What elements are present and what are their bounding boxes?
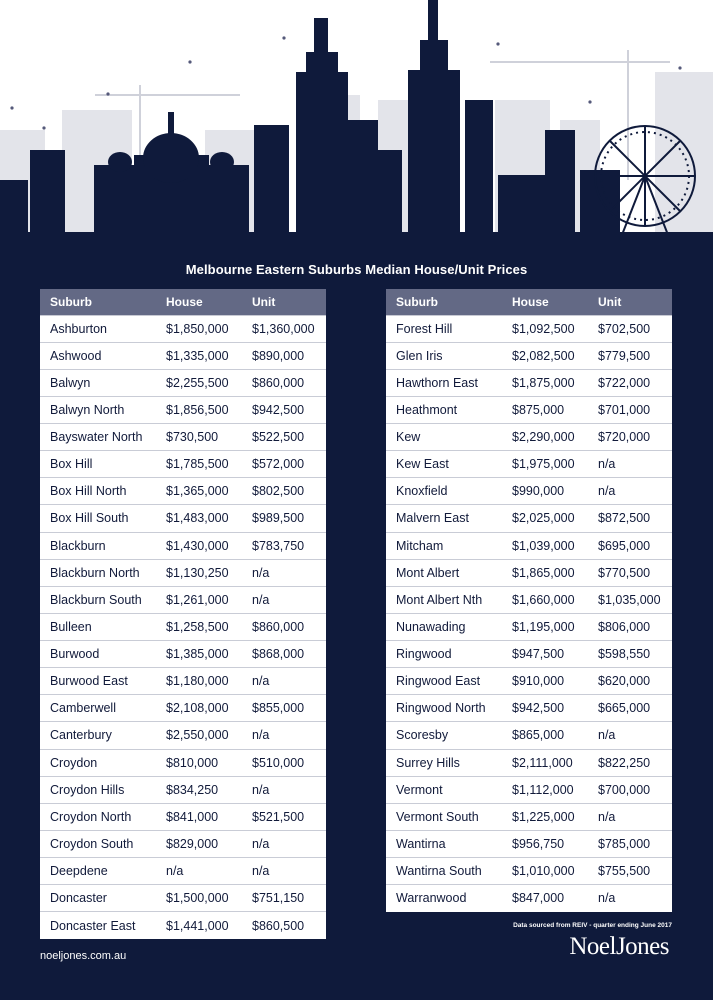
column-header-unit: Unit	[588, 289, 672, 315]
table-row	[40, 424, 326, 451]
table-row	[386, 668, 672, 695]
cell-house: $1,365,000	[156, 478, 242, 505]
table-body-right	[386, 315, 672, 912]
table-row	[40, 613, 326, 640]
cell-house: $2,111,000	[502, 749, 588, 776]
cell-house: $2,025,000	[502, 505, 588, 532]
cell-house: $2,082,500	[502, 342, 588, 369]
cell-house: $1,500,000	[156, 885, 242, 912]
cell-suburb: Canterbury	[40, 722, 156, 749]
cell-unit: $522,500	[242, 424, 326, 451]
cell-house: $1,430,000	[156, 532, 242, 559]
cell-house: $2,108,000	[156, 695, 242, 722]
cell-unit: $806,000	[588, 613, 672, 640]
table-row	[386, 315, 672, 342]
cell-house: $1,865,000	[502, 559, 588, 586]
cell-suburb: Forest Hill	[386, 315, 502, 342]
table-row	[40, 803, 326, 830]
cell-house: $1,112,000	[502, 776, 588, 803]
cell-house: $1,335,000	[156, 342, 242, 369]
cell-unit: n/a	[598, 891, 616, 906]
table-row	[40, 451, 326, 478]
table-row	[40, 776, 326, 803]
table-row	[386, 858, 672, 885]
cell-house: $1,092,500	[502, 315, 588, 342]
cell-unit: $598,550	[588, 641, 672, 668]
table-row	[386, 830, 672, 857]
cell-suburb: Kew East	[386, 451, 502, 478]
cell-unit: n/a	[588, 722, 672, 749]
cell-unit: n/a	[588, 478, 672, 505]
cell-house: $947,500	[502, 641, 588, 668]
price-table-right	[386, 289, 672, 912]
cell-unit: $700,000	[588, 776, 672, 803]
cell-house: $1,850,000	[156, 315, 242, 342]
table-row	[40, 396, 326, 423]
cell-suburb: Bayswater North	[40, 424, 156, 451]
cell-unit: $751,150	[242, 885, 326, 912]
cell-unit: $785,000	[588, 830, 672, 857]
cell-unit: $770,500	[588, 559, 672, 586]
cell-house: $1,483,000	[156, 505, 242, 532]
cell-suburb: Warranwood	[396, 891, 467, 906]
cell-house: $810,000	[156, 749, 242, 776]
cell-house: $1,856,500	[156, 396, 242, 423]
cell-house: $910,000	[502, 668, 588, 695]
table-row	[386, 424, 672, 451]
cell-suburb: Box Hill	[40, 451, 156, 478]
cell-suburb: Mont Albert	[386, 559, 502, 586]
cell-suburb: Kew	[386, 424, 502, 451]
table-row	[40, 858, 326, 885]
cell-suburb: Croydon Hills	[40, 776, 156, 803]
cell-suburb: Burwood East	[40, 668, 156, 695]
cell-house: $730,500	[156, 424, 242, 451]
cell-unit: $989,500	[242, 505, 326, 532]
table-row	[386, 369, 672, 396]
cell-unit: $855,000	[242, 695, 326, 722]
cell-suburb: Box Hill South	[40, 505, 156, 532]
cell-suburb: Mont Albert Nth	[386, 586, 502, 613]
cell-suburb: Hawthorn East	[386, 369, 502, 396]
cell-suburb: Ringwood North	[386, 695, 502, 722]
cell-unit: n/a	[242, 830, 326, 857]
table-row	[386, 695, 672, 722]
table-header-row	[386, 289, 672, 315]
cell-unit: n/a	[242, 776, 326, 803]
cell-house: $1,258,500	[156, 613, 242, 640]
cell-unit: $1,360,000	[242, 315, 326, 342]
cell-suburb: Balwyn North	[40, 396, 156, 423]
table-row	[40, 315, 326, 342]
cell-suburb: Ringwood	[386, 641, 502, 668]
cell-unit: $755,500	[588, 858, 672, 885]
column-header-suburb: Suburb	[386, 289, 502, 315]
cell-suburb: Nunawading	[386, 613, 502, 640]
cell-unit: $802,500	[242, 478, 326, 505]
cell-suburb: Bulleen	[40, 613, 156, 640]
cell-house: $1,010,000	[502, 858, 588, 885]
table-row	[386, 885, 672, 912]
table-row	[386, 451, 672, 478]
cell-unit: n/a	[588, 451, 672, 478]
column-header-suburb: Suburb	[40, 289, 156, 315]
website-link[interactable]: noeljones.com.au	[40, 950, 127, 962]
cell-suburb: Blackburn South	[40, 586, 156, 613]
cell-suburb: Balwyn	[40, 369, 156, 396]
cell-house: $1,875,000	[502, 369, 588, 396]
cell-house: $1,180,000	[156, 668, 242, 695]
cell-suburb: Knoxfield	[386, 478, 502, 505]
cell-suburb: Wantirna South	[386, 858, 502, 885]
table-row	[40, 559, 326, 586]
table-row	[40, 668, 326, 695]
cell-unit: $779,500	[588, 342, 672, 369]
table-row	[386, 803, 672, 830]
cell-unit: $942,500	[242, 396, 326, 423]
page-title: Melbourne Eastern Suburbs Median House/Unit Prices	[185, 262, 528, 277]
cell-unit: n/a	[588, 803, 672, 830]
price-table-left	[40, 289, 326, 939]
cell-house: $1,785,500	[156, 451, 242, 478]
cell-house: $2,255,500	[156, 369, 242, 396]
cell-house: $956,750	[502, 830, 588, 857]
cell-unit: $890,000	[242, 342, 326, 369]
cell-unit: $572,000	[242, 451, 326, 478]
cell-unit: $510,000	[242, 749, 326, 776]
cell-unit: $1,035,000	[588, 586, 672, 613]
table-row	[40, 722, 326, 749]
cell-house: $875,000	[502, 396, 588, 423]
table-row	[386, 586, 672, 613]
cell-house: $990,000	[502, 478, 588, 505]
city-skyline-illustration	[0, 0, 713, 253]
cell-suburb: Ashwood	[40, 342, 156, 369]
cell-house: $1,039,000	[502, 532, 588, 559]
table-row	[386, 749, 672, 776]
cell-suburb: Camberwell	[40, 695, 156, 722]
column-header-unit: Unit	[242, 289, 326, 315]
table-row	[386, 776, 672, 803]
cell-suburb: Blackburn	[40, 532, 156, 559]
cell-unit: $822,250	[588, 749, 672, 776]
table-row	[40, 641, 326, 668]
cell-suburb: Wantirna	[386, 830, 502, 857]
cell-suburb: Vermont	[386, 776, 502, 803]
cell-unit: $701,000	[588, 396, 672, 423]
cell-suburb: Scoresby	[386, 722, 502, 749]
cell-unit: $860,000	[242, 369, 326, 396]
table-row	[40, 912, 326, 939]
cell-unit: n/a	[242, 586, 326, 613]
cell-house: $2,290,000	[502, 424, 588, 451]
cell-house: $1,195,000	[502, 613, 588, 640]
cell-unit: $872,500	[588, 505, 672, 532]
cell-unit: $665,000	[588, 695, 672, 722]
table-row	[386, 478, 672, 505]
cell-suburb: Box Hill North	[40, 478, 156, 505]
cell-house: $865,000	[502, 722, 588, 749]
table-row	[40, 885, 326, 912]
cell-suburb: Croydon	[40, 749, 156, 776]
cell-suburb: Doncaster East	[50, 918, 136, 933]
table-row	[386, 396, 672, 423]
cell-suburb: Burwood	[40, 641, 156, 668]
table-row	[386, 532, 672, 559]
cell-house: $1,130,250	[156, 559, 242, 586]
cell-house: $847,000	[512, 891, 565, 906]
table-row	[40, 695, 326, 722]
table-row	[386, 342, 672, 369]
cell-house: $1,441,000	[166, 918, 229, 933]
noel-jones-logo: NoelJones	[569, 933, 669, 960]
cell-house: n/a	[156, 858, 242, 885]
source-note: Data sourced from REIV - quarter ending June 2017	[513, 922, 672, 929]
cell-unit: n/a	[242, 858, 326, 885]
table-row	[40, 342, 326, 369]
table-row	[386, 559, 672, 586]
cell-unit: $860,500	[252, 918, 305, 933]
cell-house: $1,385,000	[156, 641, 242, 668]
cell-house: $2,550,000	[156, 722, 242, 749]
column-header-house: House	[156, 289, 242, 315]
table-row	[40, 505, 326, 532]
cell-suburb: Doncaster	[40, 885, 156, 912]
cell-house: $942,500	[502, 695, 588, 722]
table-row	[40, 369, 326, 396]
cell-suburb: Heathmont	[386, 396, 502, 423]
table-body-left	[40, 315, 326, 939]
cell-suburb: Croydon North	[40, 803, 156, 830]
table-row	[40, 478, 326, 505]
cell-unit: $722,000	[588, 369, 672, 396]
cell-suburb: Deepdene	[40, 858, 156, 885]
cell-unit: n/a	[242, 559, 326, 586]
table-row	[386, 505, 672, 532]
cell-suburb: Glen Iris	[386, 342, 502, 369]
cell-unit: $521,500	[242, 803, 326, 830]
cell-unit: $695,000	[588, 532, 672, 559]
cell-unit: n/a	[242, 722, 326, 749]
table-row	[386, 641, 672, 668]
table-row	[386, 613, 672, 640]
table-row	[386, 722, 672, 749]
table-row	[40, 532, 326, 559]
cell-unit: $860,000	[242, 613, 326, 640]
cell-suburb: Ringwood East	[386, 668, 502, 695]
cell-house: $1,261,000	[156, 586, 242, 613]
cell-house: $829,000	[156, 830, 242, 857]
cell-suburb: Blackburn North	[40, 559, 156, 586]
cell-house: $1,660,000	[502, 586, 588, 613]
cell-house: $1,975,000	[502, 451, 588, 478]
table-row	[40, 586, 326, 613]
cell-suburb: Croydon South	[40, 830, 156, 857]
cell-suburb: Vermont South	[386, 803, 502, 830]
cell-unit: $720,000	[588, 424, 672, 451]
column-header-house: House	[502, 289, 588, 315]
cell-suburb: Mitcham	[386, 532, 502, 559]
cell-unit: n/a	[242, 668, 326, 695]
cell-unit: $868,000	[242, 641, 326, 668]
cell-suburb: Malvern East	[386, 505, 502, 532]
cell-unit: $783,750	[242, 532, 326, 559]
table-row	[40, 830, 326, 857]
cell-unit: $702,500	[588, 315, 672, 342]
table-row	[40, 749, 326, 776]
table-header-row	[40, 289, 326, 315]
cell-house: $841,000	[156, 803, 242, 830]
cell-unit: $620,000	[588, 668, 672, 695]
cell-house: $834,250	[156, 776, 242, 803]
cell-suburb: Ashburton	[40, 315, 156, 342]
cell-suburb: Surrey Hills	[386, 749, 502, 776]
cell-house: $1,225,000	[502, 803, 588, 830]
